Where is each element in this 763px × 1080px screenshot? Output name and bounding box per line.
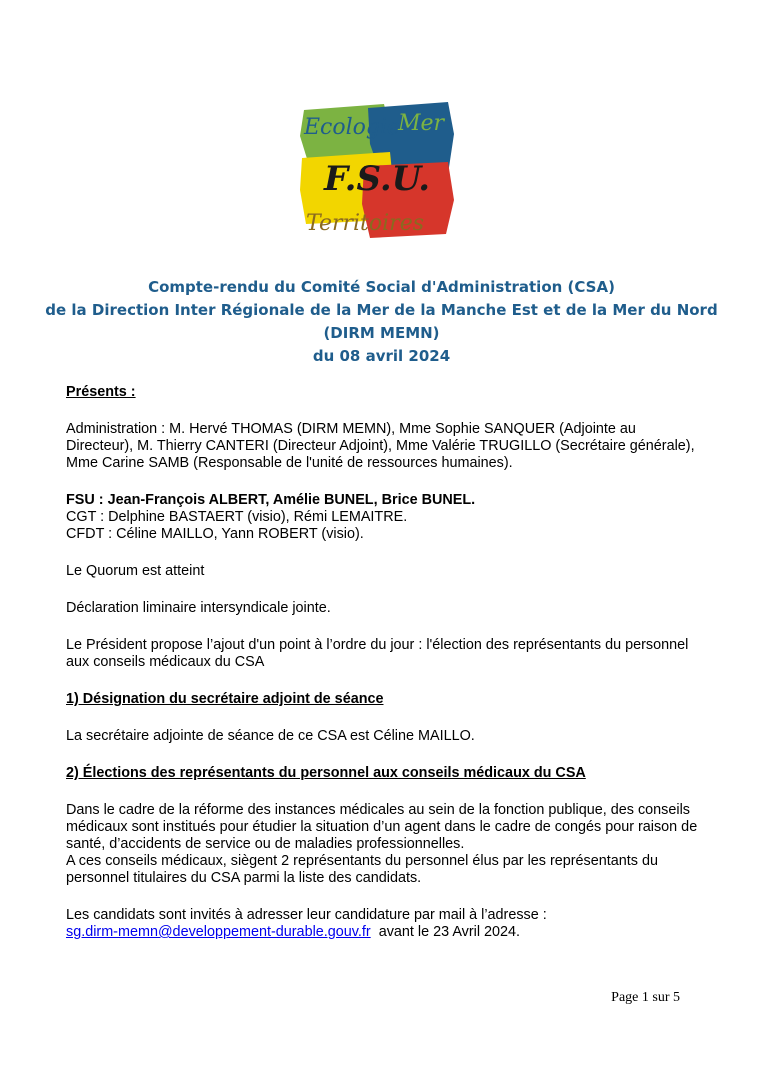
title-line-4: du 08 avril 2024 — [312, 347, 451, 365]
section-2-paragraph-1: Dans le cadre de la réforme des instances médicales au sein de la fonction publique, des conseils médicaux sont institués pour étudier la situation d’un agent dans le cadre de congés pour raison de santé, d’accidents de service ou de maladies professionnelles. — [66, 802, 698, 852]
logo-text-fsu: F.S.U. — [323, 159, 431, 199]
section-1-text: La secrétaire adjointe de séance de ce CSA est Céline MAILLO. — [66, 728, 475, 744]
page-number: Page 1 sur 5 — [611, 990, 680, 1005]
declaration-text: Déclaration liminaire intersyndicale jointe. — [66, 600, 331, 616]
title-line-1: Compte-rendu du Comité Social d'Administration (CSA) — [148, 278, 615, 296]
logo-text-mer: Mer — [398, 111, 445, 136]
document-title — [40, 276, 723, 368]
section-2-paragraph-2: A ces conseils médicaux, siègent 2 représentants du personnel élus par les représentants du personnel titulaires du CSA parmi la liste des candidats. — [66, 853, 658, 886]
title-line-2: de la Direction Inter Régionale de la Mer de la Manche Est et de la Mer du Nord — [45, 301, 718, 319]
cgt-attendees: CGT : Delphine BASTAERT (visio), Rémi LEMAITRE. — [66, 509, 408, 525]
fsu-attendees: FSU : Jean-François ALBERT, Amélie BUNEL, Brice BUNEL. — [66, 492, 476, 508]
quorum-text: Le Quorum est atteint — [66, 563, 205, 579]
administration-paragraph: Administration : M. Hervé THOMAS (DIRM MEMN), Mme Sophie SANQUER (Adjointe au Directeur), M. Thierry CANTERI (Directeur Adjoint), Mme Valérie TRUGILLO (Secrétaire générale), Mme Carine SAMB (Responsable de l'unité de ressources humaines). — [66, 421, 695, 471]
fsu-logo — [298, 100, 456, 242]
section-1-heading: 1) Désignation du secrétaire adjoint de séance — [66, 691, 384, 707]
deadline-text: avant le 23 Avril 2024. — [378, 924, 521, 940]
candidats-contact-line — [66, 924, 706, 941]
document-body — [66, 384, 706, 941]
title-line-3: (DIRM MEMN) — [323, 324, 440, 342]
presents-heading: Présents : — [66, 384, 136, 400]
email-link[interactable]: sg.dirm-memn@developpement-durable.gouv.fr — [66, 924, 371, 940]
candidats-intro: Les candidats sont invités à adresser leur candidature par mail à l’adresse : — [66, 907, 547, 923]
logo-text-ecologie: Ecologie — [304, 115, 401, 140]
logo-text-territoires: Territoires — [306, 211, 425, 236]
cfdt-attendees: CFDT : Céline MAILLO, Yann ROBERT (visio). — [66, 526, 364, 542]
president-proposal: Le Président propose l’ajout d'un point à l’ordre du jour : l'élection des représentants du personnel aux conseils médicaux du CSA — [66, 637, 689, 670]
section-2-heading: 2) Élections des représentants du personnel aux conseils médicaux du CSA — [66, 765, 586, 781]
